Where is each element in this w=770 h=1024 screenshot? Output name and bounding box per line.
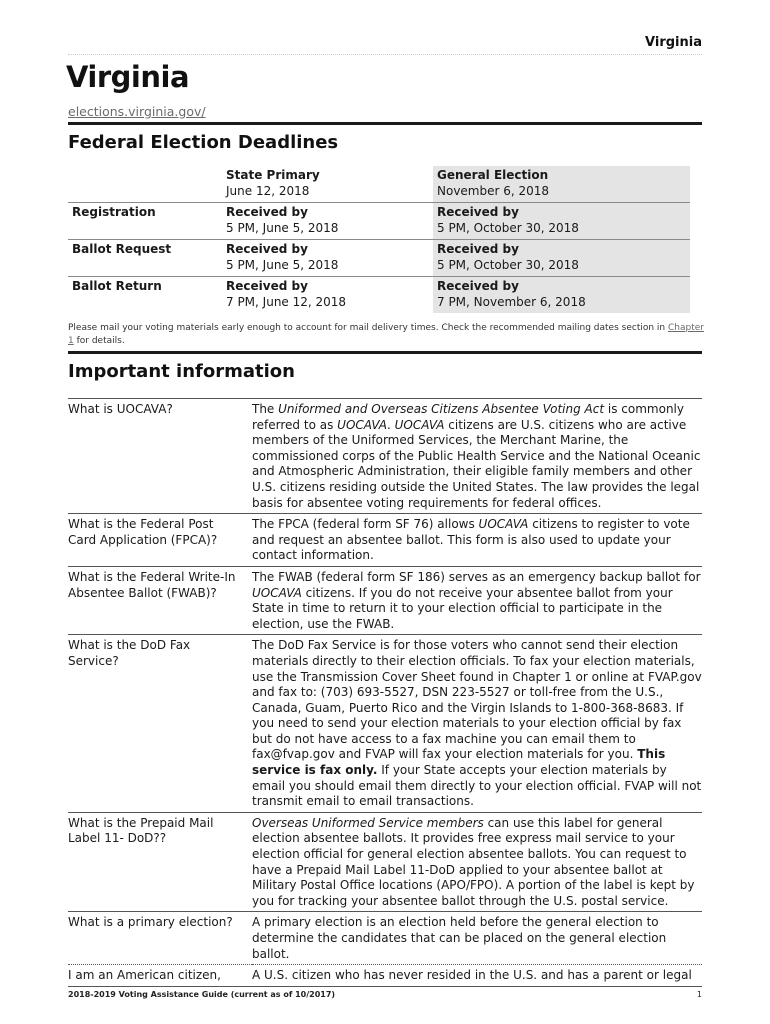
info-answer: A U.S. citizen who has never resided in the U.S. and has a parent or legal (252, 968, 692, 983)
info-question: What is the Prepaid Mail Label 11- DoD?? (68, 815, 214, 846)
general-deadline: Received by 7 PM, November 6, 2018 (433, 277, 690, 314)
deadline-row-ballot-return (68, 277, 690, 314)
info-row (68, 635, 702, 813)
info-row (68, 812, 702, 912)
info-answer: The DoD Fax Service is for those voters who cannot send their election materials directly to their election officials. To fax your election materials, use the Transmission Cover Sheet found in Chapter 1 or online at FVAP.gov and fax to: (703) 693-5527, DSN 223-5527 or toll-free from the U.S., Canada, Guam, Puerto Rico and the Virgin Islands to 1-800-368-8683. If you need to send your election materials to your election official by fax but do not have access to a fax machine you can email them to fax@fvap.gov and FVAP will fax your election materials for you. This service is fax only. If your State accepts your election materials by email you should email them directly to your election official. FVAP will not transmit email to email transactions. (252, 638, 702, 809)
page-number: 1 (696, 990, 702, 999)
section-divider (68, 122, 702, 125)
running-header: Virginia (68, 35, 702, 55)
deadlines-heading: Federal Election Deadlines (68, 132, 339, 153)
primary-deadline: Received by 5 PM, June 5, 2018 (222, 203, 433, 240)
footer-guide-title: 2018-2019 Voting Assistance Guide (current as of 10/2017) (68, 990, 336, 999)
general-deadline: Received by 5 PM, October 30, 2018 (433, 203, 690, 240)
info-question: What is the DoD Fax Service? (68, 638, 191, 668)
info-answer: The FWAB (federal form SF 186) serves as an emergency backup ballot for UOCAVA citizens. If you do not receive your absentee ballot from your State in time to return it to your election official to participate in the election, use the FWAB. (252, 569, 701, 631)
deadlines-table (68, 166, 690, 313)
info-row (68, 514, 702, 567)
state-website-link[interactable]: elections.virginia.gov/ (68, 104, 206, 119)
info-answer: The FPCA (federal form SF 76) allows UOCAVA citizens to register to vote and request an absentee ballot. This form is also used to update your contact information. (252, 517, 690, 563)
mailing-note: Please mail your voting materials early enough to account for mail delivery times. Check the recommended mailing dates section in Chapter 1 for details. (68, 323, 704, 346)
primary-deadline: Received by 5 PM, June 5, 2018 (222, 240, 433, 277)
deadline-row-registration (68, 203, 690, 240)
important-info-heading: Important information (68, 361, 295, 382)
important-info-table (68, 398, 702, 986)
info-answer: The Uniformed and Overseas Citizens Absentee Voting Act is commonly referred to as UOCAVA. UOCAVA citizens are U.S. citizens who are active members of the Uniformed Services, the Merchant Marine, the commissioned corps of the Public Health Service and the National Oceanic and Atmospheric Administration, their eligible family members and other U.S. citizens residing outside the United States. The law provides the legal basis for absentee voting requirements for federal offices. (252, 402, 701, 510)
info-question: What is the Federal Write-In Absentee Ballot (FWAB)? (68, 569, 236, 600)
row-label: Ballot Request (68, 240, 222, 277)
corner-cell (68, 166, 222, 203)
info-row (68, 566, 702, 634)
info-answer: Overseas Uniformed Service members can use this label for general election absentee ballots. It provides free express mail service to your election official for general election absentee ballots. You can request to have a Prepaid Mail Label 11-DoD applied to your absentee ballot at Military Postal Office locations (APO/FPO). A portion of the label is kept by you for tracking your absentee ballot through the U.S. postal service. (252, 815, 695, 908)
state-primary-header: State Primary June 12, 2018 (226, 168, 320, 198)
info-question: I am an American citizen, (68, 968, 221, 983)
general-deadline: Received by 5 PM, October 30, 2018 (433, 240, 690, 277)
info-question: What is UOCAVA? (68, 402, 173, 416)
info-row (68, 965, 702, 986)
info-answer: A primary election is an election held before the general election to determine the candidates that can be placed on the general election ballot. (252, 915, 667, 961)
page-title: Virginia (66, 60, 190, 94)
row-label: Registration (68, 203, 222, 240)
info-question: What is a primary election? (68, 915, 233, 930)
info-row (68, 912, 702, 965)
chapter-1-link[interactable]: Chapter 1 (68, 323, 704, 346)
info-question: What is the Federal Post Card Application (FPCA)? (68, 517, 218, 547)
deadlines-header-row (68, 166, 690, 203)
section-divider (68, 351, 702, 354)
row-label: Ballot Return (68, 277, 222, 314)
info-row (68, 399, 702, 514)
general-election-header: General Election November 6, 2018 (433, 166, 690, 203)
primary-deadline: Received by 7 PM, June 12, 2018 (222, 277, 433, 314)
deadline-row-ballot-request (68, 240, 690, 277)
footer-divider (68, 986, 702, 987)
